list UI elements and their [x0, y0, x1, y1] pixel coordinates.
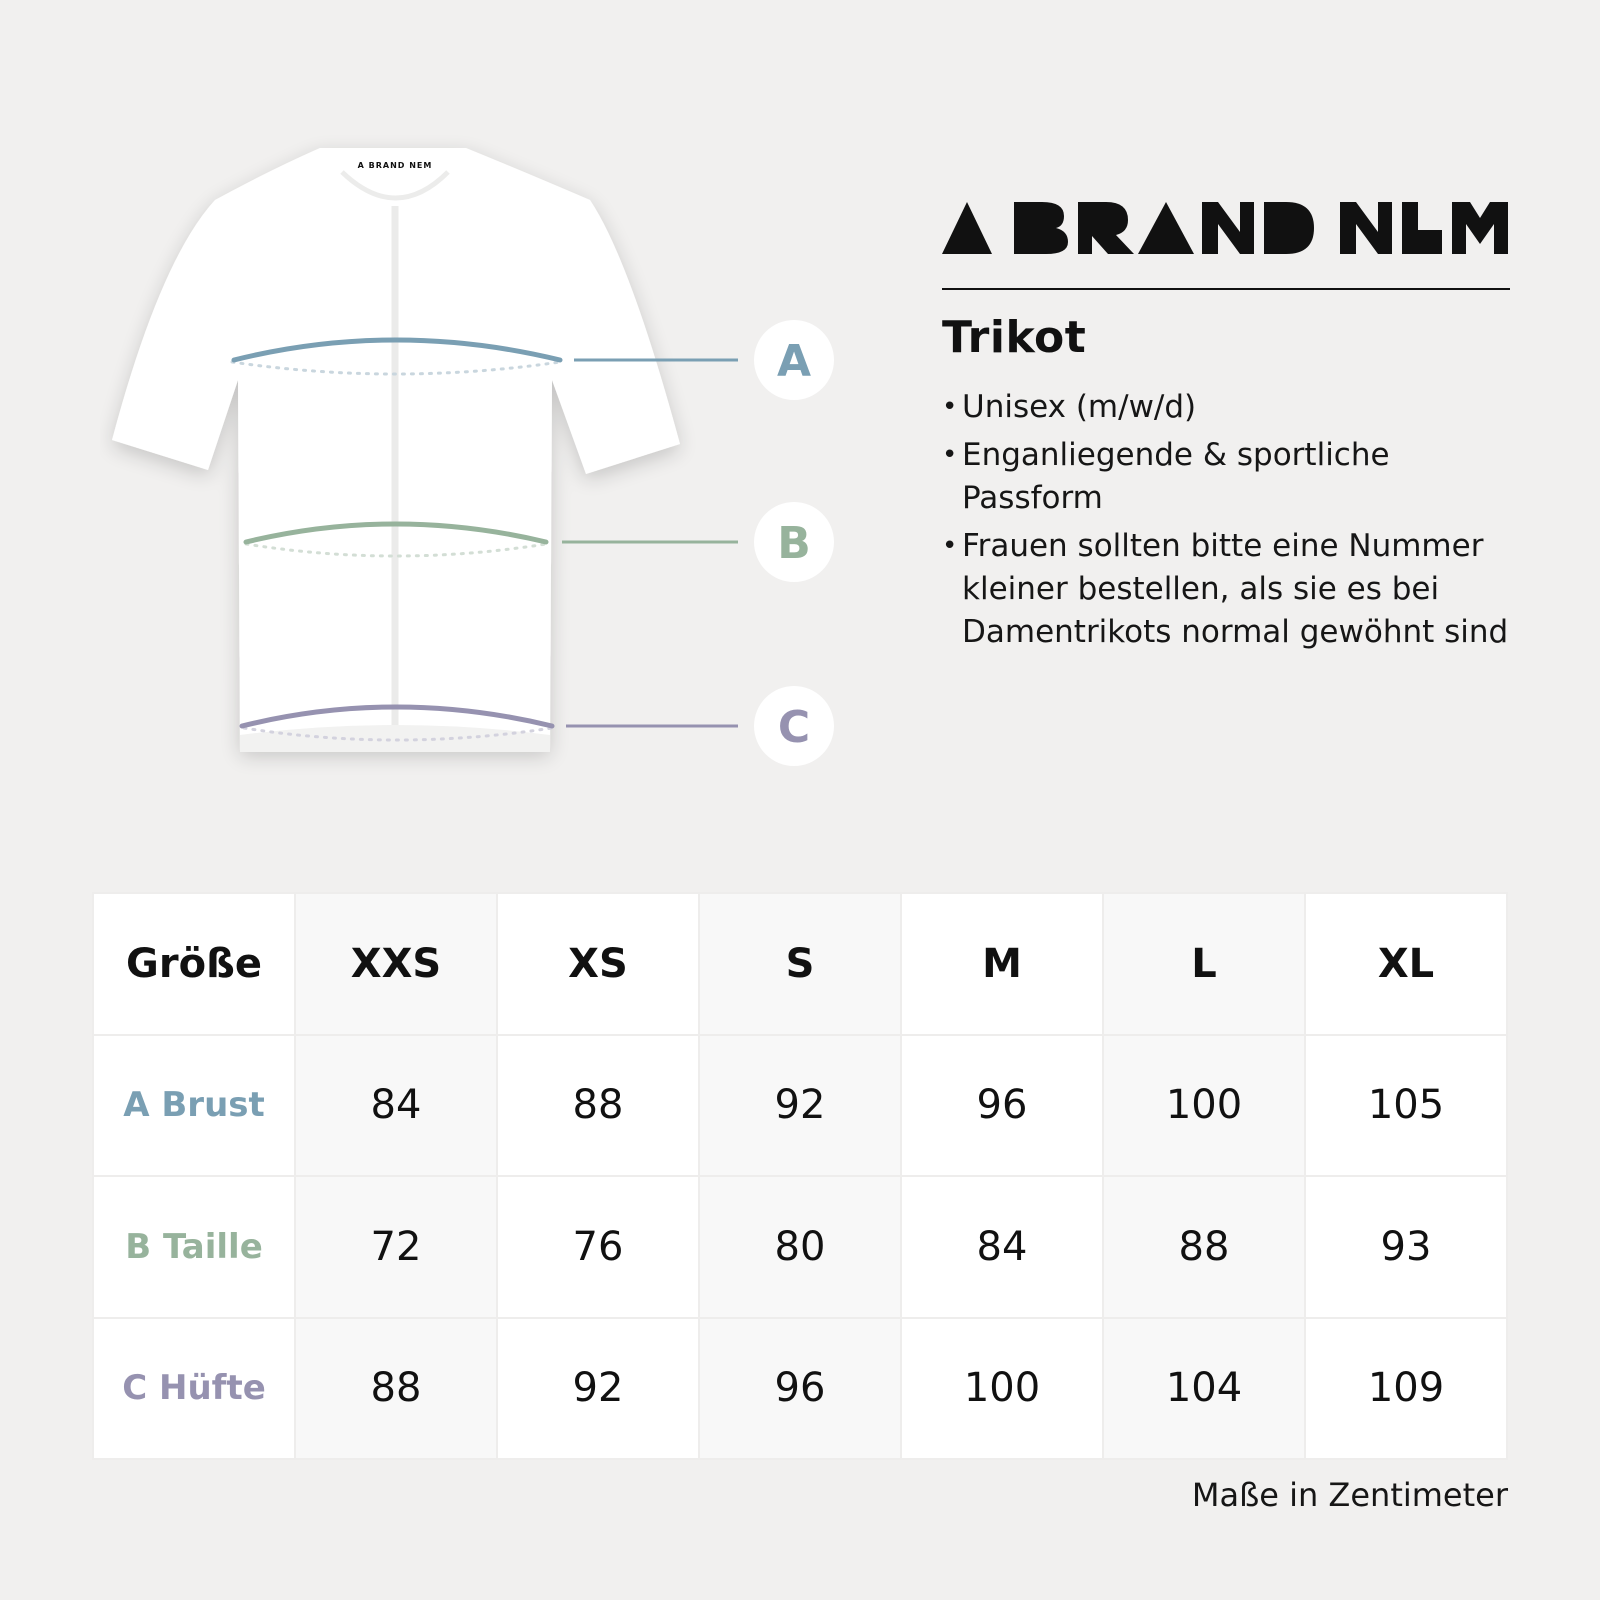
table-cell: 96 — [699, 1318, 901, 1460]
table-cell: 80 — [699, 1176, 901, 1318]
table-cell: 88 — [1103, 1176, 1305, 1318]
table-cell: 84 — [295, 1035, 497, 1177]
table-cell: 84 — [901, 1176, 1103, 1318]
jersey-illustration — [100, 130, 860, 790]
feature-item: • Enganliegende & sportliche Passform — [942, 434, 1510, 520]
table-header-row — [93, 893, 1507, 1035]
table-cell: 88 — [497, 1035, 699, 1177]
table-cell: 88 — [295, 1318, 497, 1460]
table-header-cell: Größe — [93, 893, 295, 1035]
product-info — [942, 200, 1510, 659]
table-header-cell: M — [901, 893, 1103, 1035]
table-cell: 100 — [1103, 1035, 1305, 1177]
marker-c-label: C — [777, 702, 811, 753]
table-cell: 100 — [901, 1318, 1103, 1460]
table-cell: 105 — [1305, 1035, 1507, 1177]
table-row — [93, 1318, 1507, 1460]
brand-divider — [942, 288, 1510, 290]
units-note: Maße in Zentimeter — [1191, 1476, 1508, 1514]
jersey-neck-label: A BRAND NEM — [357, 161, 433, 170]
brand-logo — [942, 200, 1510, 256]
feature-item: • Unisex (m/w/d) — [942, 386, 1510, 429]
row-label-taille: B Taille — [93, 1176, 295, 1318]
row-label-brust: A Brust — [93, 1035, 295, 1177]
size-table — [92, 892, 1508, 1460]
table-header-cell: XXS — [295, 893, 497, 1035]
table-cell: 104 — [1103, 1318, 1305, 1460]
table-cell: 92 — [497, 1318, 699, 1460]
feature-item: • Frauen sollten bitte eine Nummer kleiner bestellen, als sie es bei Damentrikots normal gewöhnt sind — [942, 525, 1510, 654]
table-header-cell: S — [699, 893, 901, 1035]
row-label-huefte: C Hüfte — [93, 1318, 295, 1460]
table-cell: 92 — [699, 1035, 901, 1177]
table-cell: 72 — [295, 1176, 497, 1318]
table-cell: 93 — [1305, 1176, 1507, 1318]
table-header-cell: L — [1103, 893, 1305, 1035]
table-header-cell: XL — [1305, 893, 1507, 1035]
table-row — [93, 1176, 1507, 1318]
marker-a-label: A — [776, 336, 812, 387]
table-cell: 76 — [497, 1176, 699, 1318]
table-cell: 96 — [901, 1035, 1103, 1177]
table-header-cell: XS — [497, 893, 699, 1035]
feature-list — [942, 386, 1510, 654]
marker-b-label: B — [777, 518, 811, 569]
product-title: Trikot — [942, 312, 1087, 363]
table-cell: 109 — [1305, 1318, 1507, 1460]
table-row — [93, 1035, 1507, 1177]
